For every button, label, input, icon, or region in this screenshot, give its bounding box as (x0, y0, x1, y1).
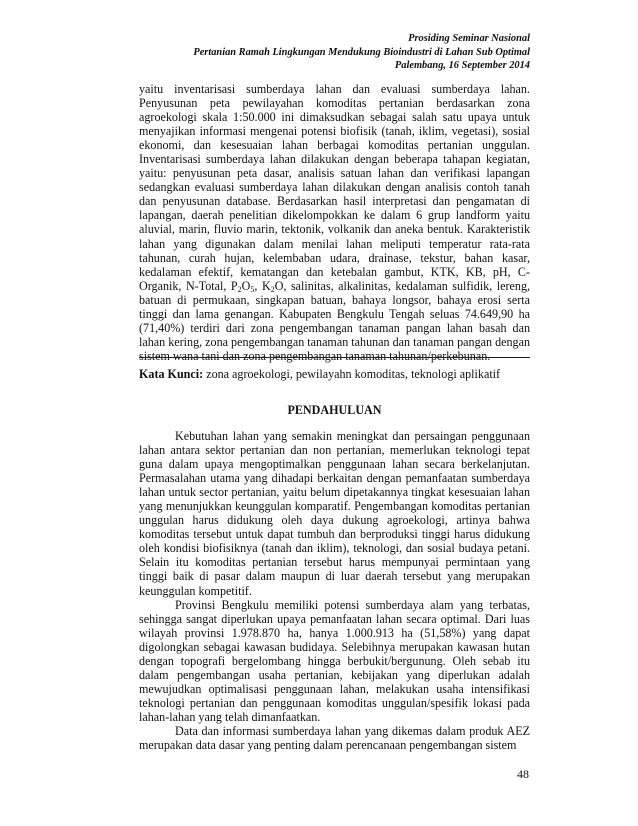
keywords-label: Kata Kunci: (139, 367, 204, 381)
section-title: PENDAHULUAN (287, 403, 382, 417)
abstract-part-4: O, salinitas, alkalinitas, kedalaman sulfidik, lereng, batuan di permukaan, singkapan batuan, bahaya longsor, bahaya erosi serta tinggi dan lama genangan. Kabupaten Bengkulu Tengah seluas 74.649,90 ha (71,40%) terdiri dari zona pengembangan tanaman pangan lahan basah dan lahan kering, zona pengembangan tanaman tahunan dan tanaman pangan dengan sistem wana tani dan zona pengembangan tanaman tahunan/perkebunan. (139, 278, 531, 363)
page-number: 48 (517, 767, 529, 781)
keywords-line (139, 367, 530, 381)
abstract-text (139, 82, 530, 363)
header-venue-date: Palembang, 16 September 2014 (394, 60, 530, 72)
abstract-divider (139, 357, 530, 358)
abstract-part-3: , K (254, 278, 271, 293)
header-seminar-theme: Pertanian Ramah Lingkungan Mendukung Bioindustri di Lahan Sub Optimal (193, 46, 530, 58)
paragraph: Data dan informasi sumberdaya lahan yang dikemas dalam produk AEZ merupakan data dasar yang penting dalam perencanaan pengembangan sistem (139, 723, 530, 753)
abstract-part-1: yaitu inventarisasi sumberdaya lahan dan evaluasi sumberdaya lahan. Penyusunan peta pewilayahan komoditas pertanian berdasarkan zona agroekologi skala 1:50.000 ini dimaksudkan sebagai salah satu upaya untuk menyajikan informasi mengenai potensi biofisik (tanah, iklim, vegetasi), sosial ekonomi, dan kesesuaian lahan berbagai komoditas pertanian unggulan. Inventarisasi sumberdaya lahan dilakukan dengan beberapa tahapan kegiatan, yaitu: penyusunan peta dasar, analisis satuan lahan dan verifikasi lapangan sedangkan evaluasi sumberdaya lahan dilakukan dengan analisis contoh tanah dan penyusunan database. Berdasarkan hasil interpretasi dan pengamatan di lapangan, daerah penelitian dikelompokkan ke dalam 6 grup landform yaitu aluvial, marin, fluvio marin, tektonik, volkanik dan aneka bentuk. Karakteristik lahan yang digunakan dalam menilai lahan meliputi temperatur rata-rata tahunan, curah hujan, kelembaban udara, drainase, tekstur, bahan kasar, kedalaman efektif, kematangan dan ketebalan gambut, KTK, KB, pH, C-Organik, N-Total, P (139, 82, 530, 293)
introduction-body (139, 429, 530, 752)
subscript-k2: 2 (270, 284, 275, 294)
running-header (110, 32, 530, 73)
abstract-part-2: O (241, 278, 251, 293)
keywords-text: zona agroekologi, pewilayahn komoditas, teknologi aplikatif (203, 367, 501, 381)
header-proceedings-title: Prosiding Seminar Nasional (408, 33, 530, 44)
paragraph: Provinsi Bengkulu memiliki potensi sumberdaya alam yang terbatas, sehingga sangat diperlukan upaya pemanfaatan lahan secara optimal. Dari luas wilayah provinsi 1.978.870 ha, hanya 1.000.913 ha (51,58%) yang dapat digolongkan sebagai kawasan budidaya. Selebihnya merupakan kawasan hutan dengan topografi bergelombang hingga berbukit/bergunung. Oleh sebab itu dalam pengembangan usaha pertanian, kebijakan yang diperlukan adalah mewujudkan optimalisasi penggunaan lahan, melakukan usaha intensifikasi teknologi pertanian dan penggunaan komoditas unggulan/spesifik lokasi pada lahan-lahan yang telah dimanfaatkan. (139, 597, 530, 724)
paragraph: Kebutuhan lahan yang semakin meningkat dan persaingan penggunaan lahan antara sektor pertanian dan non pertanian, memerlukan teknologi tepat guna dalam upaya mengoptimalkan penggunaan lahan secara berkelanjutan. Permasalahan utama yang dihadapi berkaitan dengan pemanfaatan sumberdaya lahan untuk sector pertanian, yaitu belum dipetakannya tingkat kesesuaian lahan yang menunjukkan keunggulan komparatif. Pengembangan komoditas pertanian unggulan harus didukung oleh daya dukung agroekologi, artinya bahwa komoditas tersebut untuk dapat tumbuh dan berproduksi tinggi harus didukung oleh kondisi biofisiknya (tanah dan iklim), teknologi, dan sosial budaya petani. Selain itu komoditas pertanian tersebut harus mempunyai permintaan yang tinggi baik di pasar dalam maupun di luar daerah tersebut yang merupakan keunggulan kompetitif. (139, 429, 530, 598)
subscript-p2: 2 (237, 284, 242, 294)
subscript-o5: 5 (250, 284, 255, 294)
